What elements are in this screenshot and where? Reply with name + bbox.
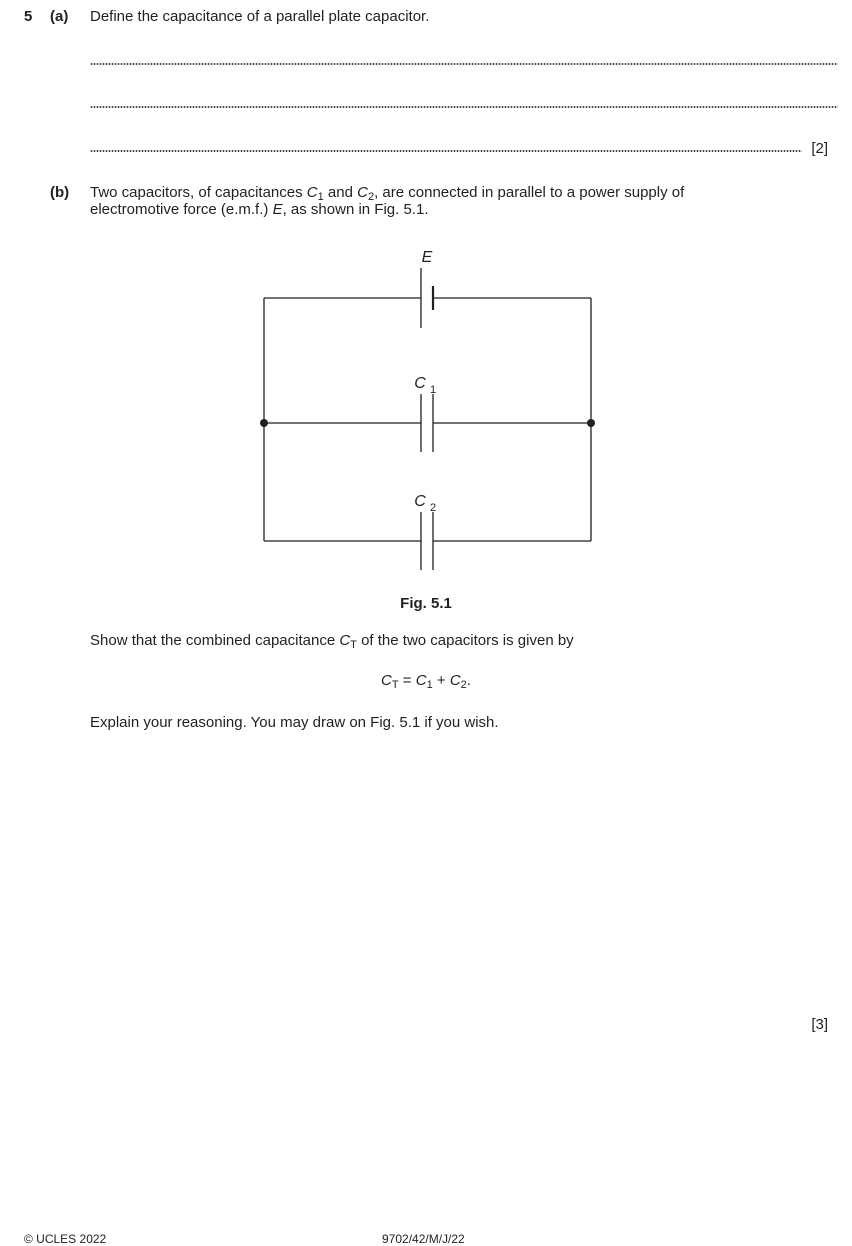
figure-caption: Fig. 5.1	[400, 595, 452, 612]
ct-subscript: T	[350, 639, 357, 651]
question-number: 5	[24, 8, 33, 25]
c1-symbol: C	[306, 184, 318, 201]
eq-c2: C	[449, 672, 461, 689]
footer-copyright: © UCLES 2022	[24, 1232, 107, 1246]
eq-ct: C	[381, 672, 392, 689]
intro-text-3: electromotive force (e.m.f.)	[90, 201, 273, 218]
label-c1-subscript: 1	[430, 384, 437, 396]
explain-instruction: Explain your reasoning. You may draw on Fig. 5.1 if you wish.	[90, 714, 499, 731]
label-c2-subscript: 2	[430, 502, 437, 514]
footer-paper-code: 9702/42/M/J/22	[382, 1232, 465, 1246]
intro-and: and	[323, 184, 358, 201]
intro-text-2: , are connected in parallel to a power supply of	[374, 184, 685, 201]
junction-right	[587, 419, 595, 427]
equation	[0, 672, 852, 689]
junction-left	[260, 419, 268, 427]
part-b-marks: [3]	[811, 1016, 828, 1033]
intro-text-1: Two capacitors, of capacitances	[90, 184, 307, 201]
c1-subscript: 1	[317, 191, 324, 203]
part-a-label: (a)	[50, 8, 69, 25]
label-c2: C	[414, 493, 426, 510]
show-text-2: of the two capacitors is given by	[356, 632, 574, 649]
ct-symbol: C	[339, 632, 351, 649]
part-a-question-text: Define the capacitance of a parallel plate capacitor.	[90, 8, 430, 25]
show-that-text	[90, 632, 574, 649]
emf-symbol: E	[272, 201, 283, 218]
intro-text-4: , as shown in Fig. 5.1.	[282, 201, 429, 218]
eq-ct-sub: T	[391, 679, 399, 691]
show-text-1: Show that the combined capacitance	[90, 632, 340, 649]
eq-c1: C	[415, 672, 427, 689]
eq-equals: =	[398, 672, 416, 689]
c2-symbol: C	[357, 184, 368, 201]
part-b-label: (b)	[50, 184, 70, 201]
circuit-diagram	[0, 0, 852, 620]
part-a-marks: [2]	[811, 140, 828, 157]
c2-subscript: 2	[367, 191, 375, 203]
label-c1: C	[414, 375, 426, 392]
label-e: E	[421, 249, 433, 266]
eq-c1-sub: 1	[426, 679, 433, 691]
eq-c2-sub: 2	[460, 679, 467, 691]
eq-plus: +	[432, 672, 450, 689]
eq-end: .	[466, 672, 471, 689]
answer-space[interactable]	[90, 745, 826, 1025]
